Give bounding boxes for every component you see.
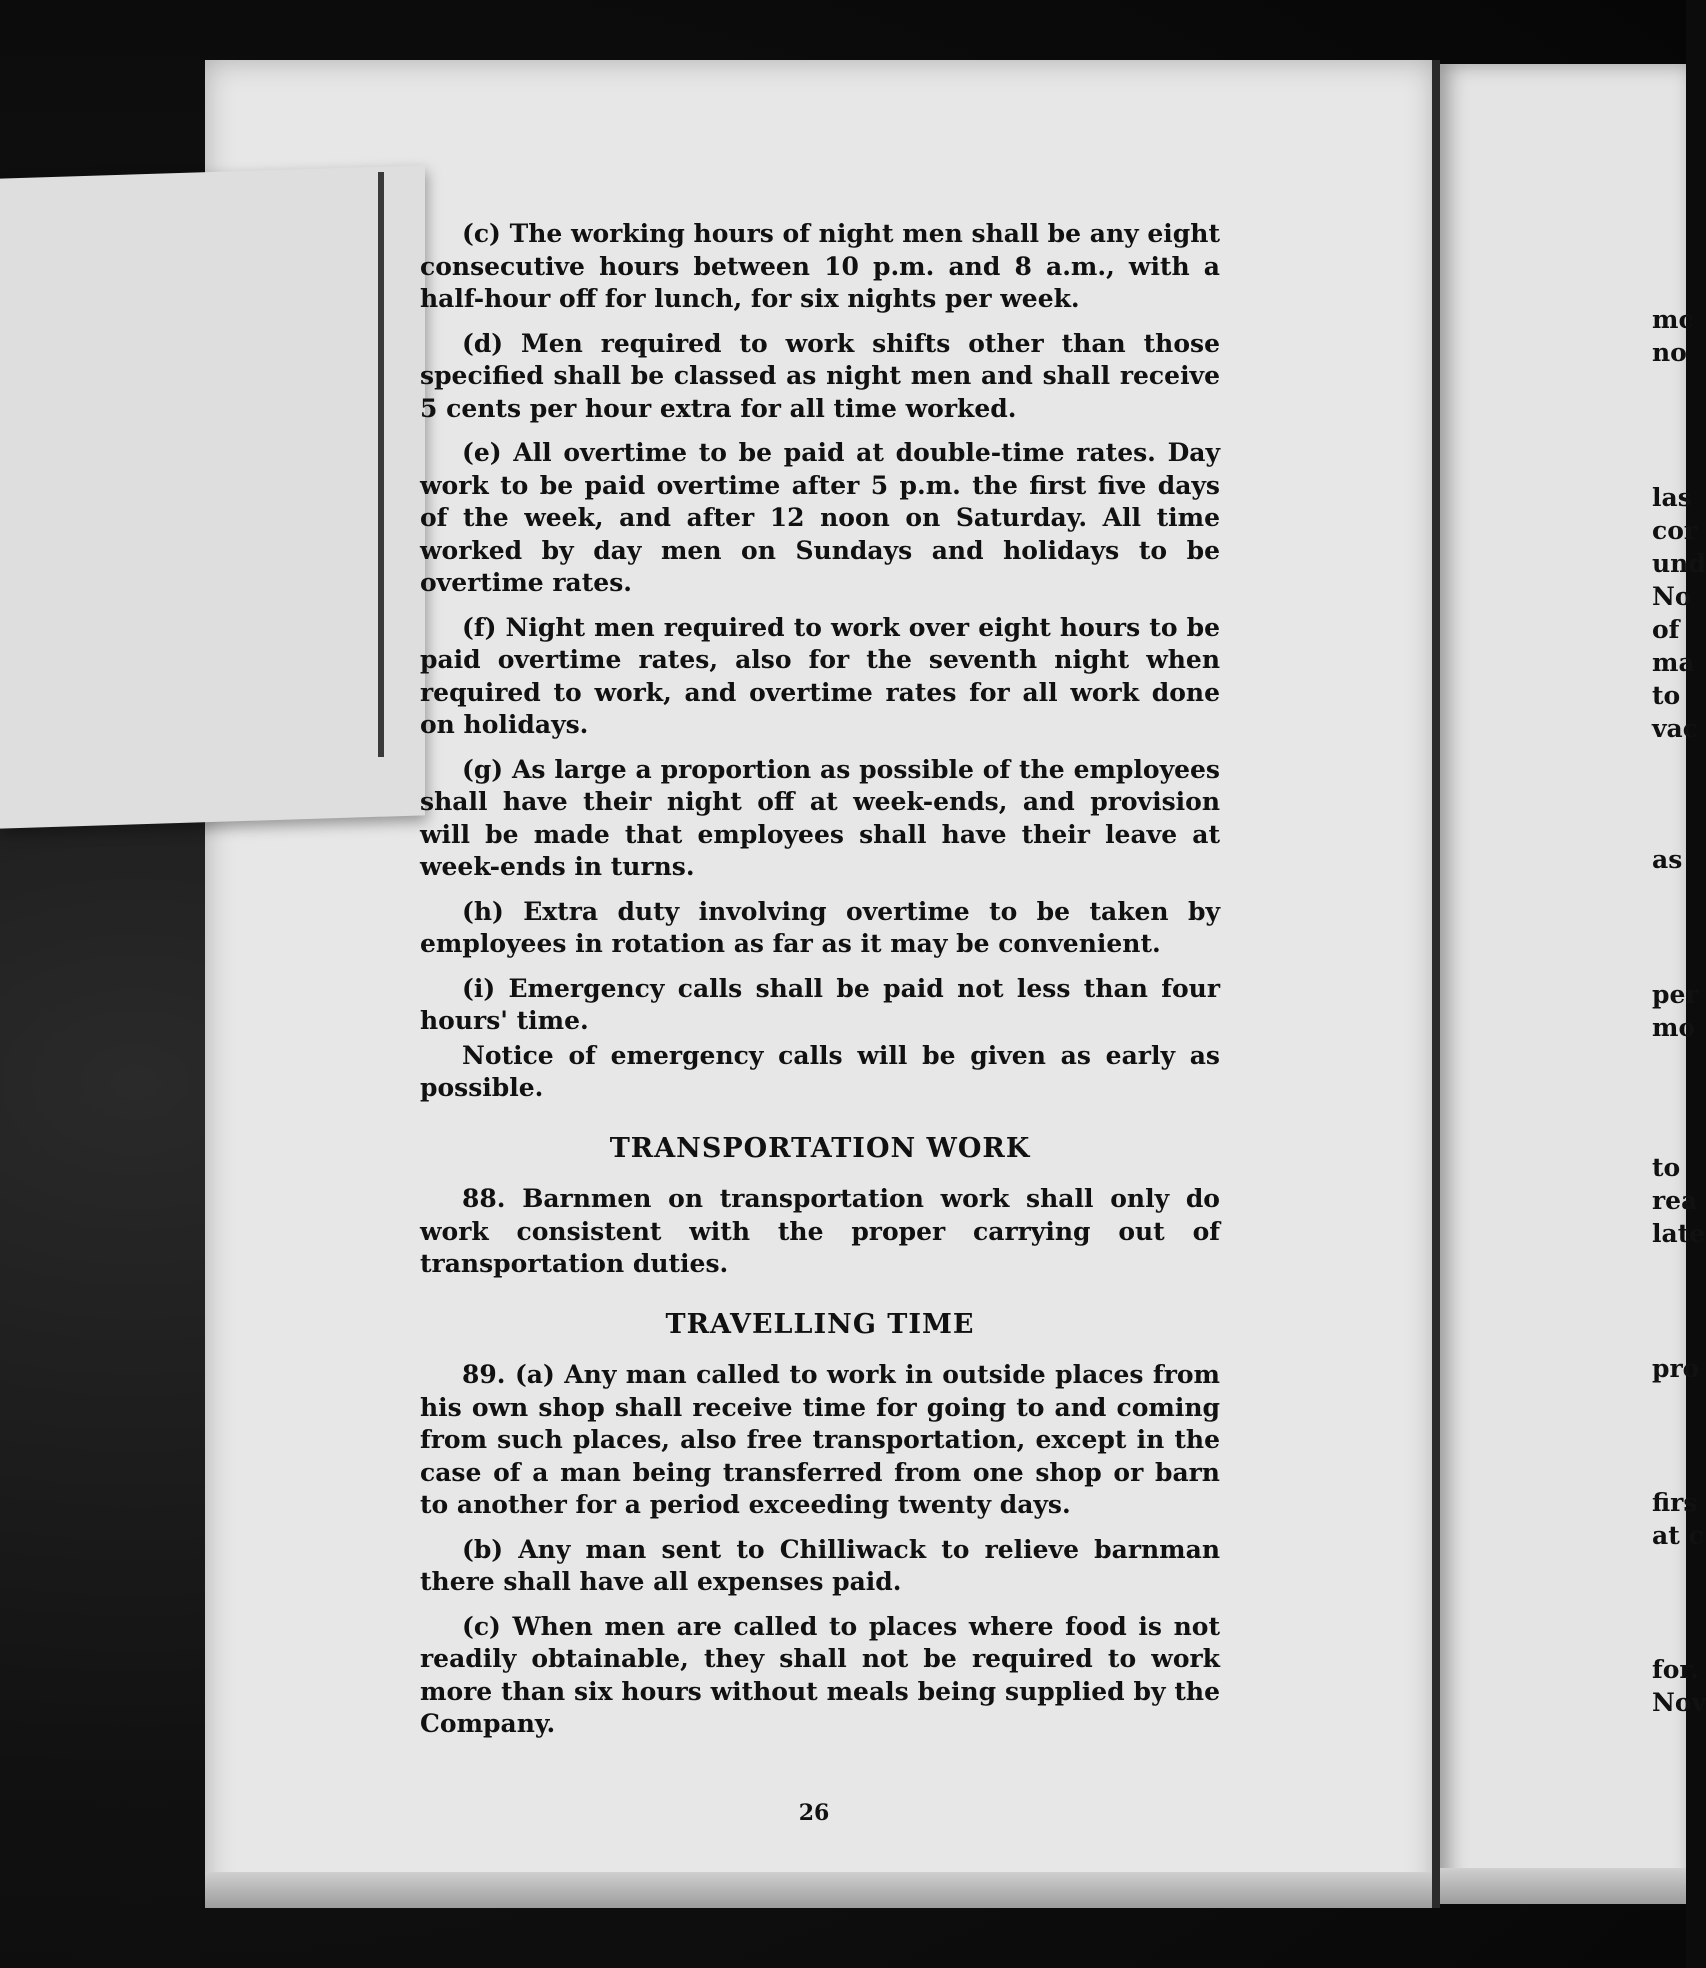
right-fragment: of — [1652, 615, 1680, 644]
right-fragment: rea — [1652, 1186, 1698, 1215]
paragraph-f: (f) Night men required to work over eight hours to be paid overtime rates, also for the seventh night when required to work, and overtime rates for all work done on holidays. — [420, 612, 1220, 739]
right-fragment: for. — [1652, 1655, 1700, 1684]
right-fragment: pro — [1652, 1354, 1700, 1383]
right-fragment: to — [1652, 681, 1681, 710]
right-page — [1440, 64, 1686, 1904]
right-fragment: at c — [1652, 1521, 1704, 1550]
paragraph-89a: 89. (a) Any man called to work in outside places from his own shop shall receive time for going to and coming from such places, also free transportation, except in the case of a man being transferred from one shop or barn to another for a period exceeding twenty days. — [420, 1360, 1220, 1519]
paragraph-h: (h) Extra duty involving overtime to be taken by employees in rotation as far as it may be convenient. — [420, 896, 1220, 958]
page-bottom-edge — [1440, 1868, 1686, 1904]
slip-edge-shadow — [378, 172, 384, 757]
paragraph-i: (i) Emergency calls shall be paid not less than four hours' time. — [420, 973, 1220, 1035]
section-heading-transportation: TRANSPORTATION WORK — [609, 1132, 1031, 1164]
right-fragment: und — [1652, 549, 1706, 578]
right-fragment: las — [1652, 483, 1692, 512]
right-fragment: ma — [1652, 648, 1695, 677]
right-fragment: cor — [1652, 516, 1698, 545]
right-fragment: to — [1652, 1153, 1681, 1182]
right-fragment: as — [1652, 845, 1683, 874]
paragraph-88: 88. Barnmen on transportation work shall only do work consistent with the proper carrying out of transportation duties. — [420, 1184, 1220, 1278]
right-fragment: no — [1652, 338, 1687, 367]
book-gutter — [1432, 60, 1440, 1908]
paragraph-c: (c) The working hours of night men shall be any eight consecutive hours between 10 p.m. and 8 a.m., with a half-hour off for lunch, for six nights per week. — [420, 219, 1220, 313]
right-fragment: firs — [1652, 1488, 1698, 1517]
main-text — [420, 218, 1220, 1753]
right-fragment: late — [1652, 1219, 1706, 1248]
section-heading-travelling: TRAVELLING TIME — [665, 1308, 975, 1340]
paragraph-e: (e) All overtime to be paid at double-time rates. Day work to be paid overtime after 5 p.m. the first five days of the week, and after 12 noon on Saturday. All time worked by day men on Sundays and holidays to be overtime rates. — [420, 438, 1220, 597]
right-fragment: vac — [1652, 714, 1698, 743]
paragraph-89c: (c) When men are called to places where food is not readily obtainable, they shall not be required to work more than six hours without meals being supplied by the Company. — [420, 1611, 1220, 1738]
right-fragment: mc — [1652, 305, 1694, 334]
paragraph-g: (g) As large a proportion as possible of the employees shall have their night off at week-ends, and provision will be made that employees shall have their leave at week-ends in turns. — [420, 754, 1220, 881]
paragraph-89b: (b) Any man sent to Chilliwack to relieve barnman there shall have all expenses paid. — [420, 1534, 1220, 1596]
paragraph-d: (d) Men required to work shifts other than those specified shall be classed as night men and shall receive 5 cents per hour extra for all time worked. — [420, 328, 1220, 423]
page-bottom-edge — [205, 1872, 1435, 1908]
right-fragment: mo — [1652, 1013, 1696, 1042]
right-fragment: Nov — [1652, 1688, 1706, 1717]
overlapping-paper-slip — [0, 165, 425, 828]
page-number: 26 — [798, 1800, 830, 1826]
right-fragment: No — [1652, 582, 1692, 611]
right-fragment: per — [1652, 980, 1699, 1009]
notice-paragraph: Notice of emergency calls will be given as early as possible. — [420, 1040, 1220, 1102]
